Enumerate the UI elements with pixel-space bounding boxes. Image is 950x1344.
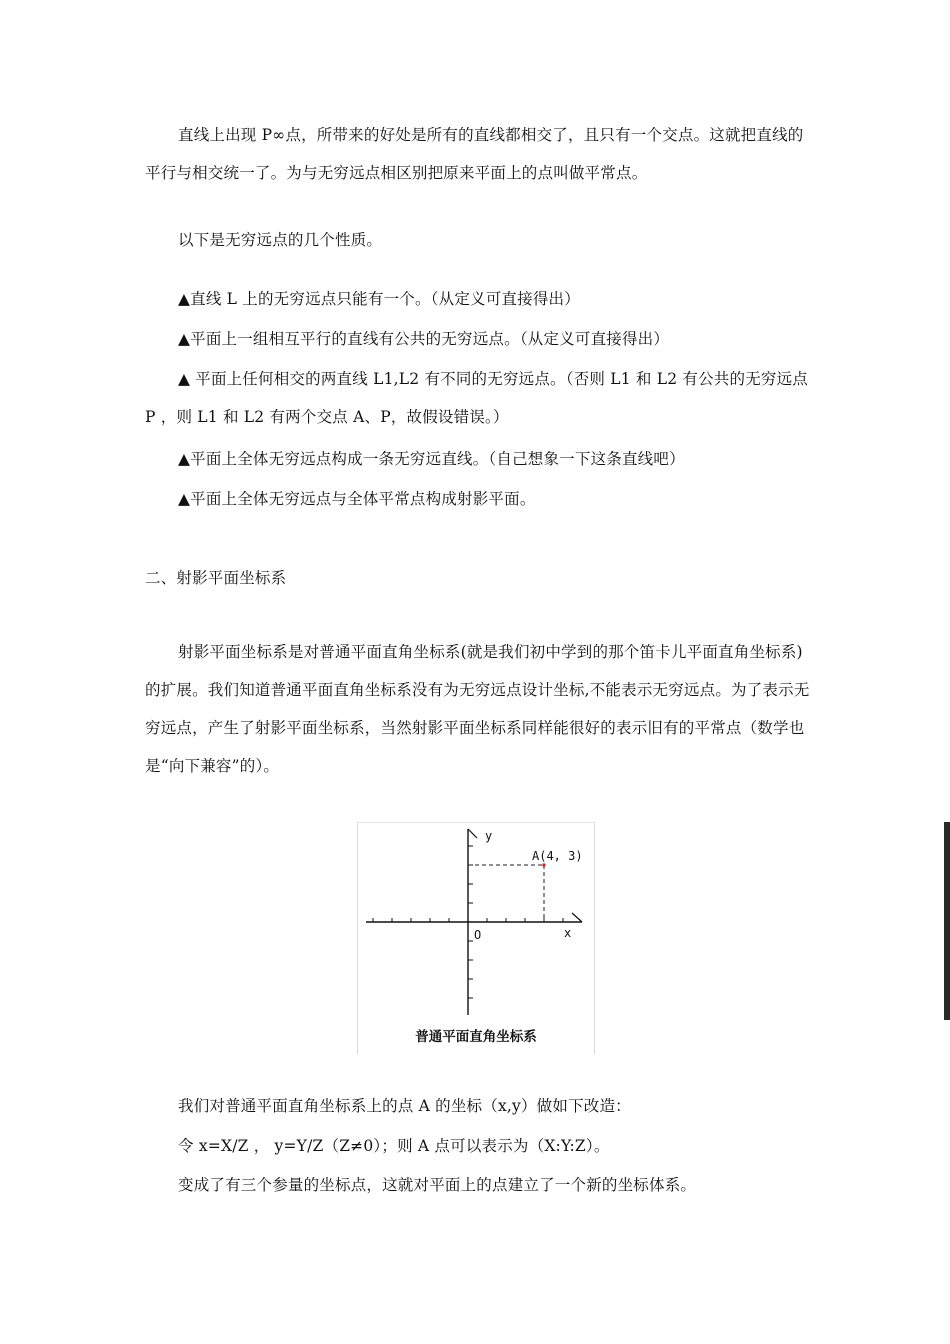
- transform-line-1: 我们对普通平面直角坐标系上的点 A 的坐标（x,y）做如下改造：: [178, 1097, 631, 1115]
- property-1: ▲直线 L 上的无穷远点只能有一个。（从定义可直接得出）: [178, 290, 580, 308]
- transform-line-2: 令 x=X/Z ， y=Y/Z（Z≠0）；则 A 点可以表示为（X:Y:Z）。: [178, 1137, 610, 1155]
- property-2: ▲平面上一组相互平行的直线有公共的无穷远点。（从定义可直接得出）: [178, 330, 670, 348]
- property-5: ▲平面上全体无穷远点与全体平常点构成射影平面。: [178, 490, 536, 508]
- point-a-marker: [543, 864, 546, 867]
- intro-paragraph: 直线上出现 P∞点，所带来的好处是所有的直线都相交了，且只有一个交点。这就把直线的平行与相交统一了。为与无穷远点相区别把原来平面上的点叫做平常点。: [145, 126, 804, 182]
- transform-line-3: 变成了有三个参量的坐标点，这就对平面上的点建立了一个新的坐标体系。: [178, 1176, 697, 1194]
- property-3: ▲ 平面上任何相交的两直线 L1,L2 有不同的无穷远点。（否则 L1 和 L2 有公共的无穷远点 P ，则 L1 和 L2 有两个交点 A、P，故假设错误。）: [145, 370, 809, 426]
- point-a-label: A(4, 3): [532, 849, 583, 863]
- section-heading: 二、射影平面坐标系: [145, 569, 287, 587]
- x-axis-label: x: [564, 926, 572, 940]
- origin-label: O: [474, 928, 482, 942]
- properties-lead: 以下是无穷远点的几个性质。: [178, 231, 383, 249]
- coordinate-system-figure: [357, 822, 595, 1054]
- y-axis-arrow-icon: [468, 829, 477, 838]
- x-axis-arrow-icon: [572, 913, 582, 922]
- y-axis-label: y: [485, 829, 493, 843]
- page-edge-mark: [944, 822, 950, 1020]
- property-4: ▲平面上全体无穷远点构成一条无穷远直线。（自己想象一下这条直线吧）: [178, 450, 685, 468]
- coordinate-diagram: [358, 823, 596, 1055]
- section-body-paragraph: 射影平面坐标系是对普通平面直角坐标系(就是我们初中学到的那个笛卡儿平面直角坐标系)的扩展。我们知道普通平面直角坐标系没有为无穷远点设计坐标,不能表示无穷远点。为了表示无穷远点，产生了射影平面坐标系，当然射影平面坐标系同样能很好的表示旧有的平常点（数学也是“向下兼容”的）。: [145, 643, 810, 775]
- figure-caption: 普通平面直角坐标系: [415, 1029, 537, 1045]
